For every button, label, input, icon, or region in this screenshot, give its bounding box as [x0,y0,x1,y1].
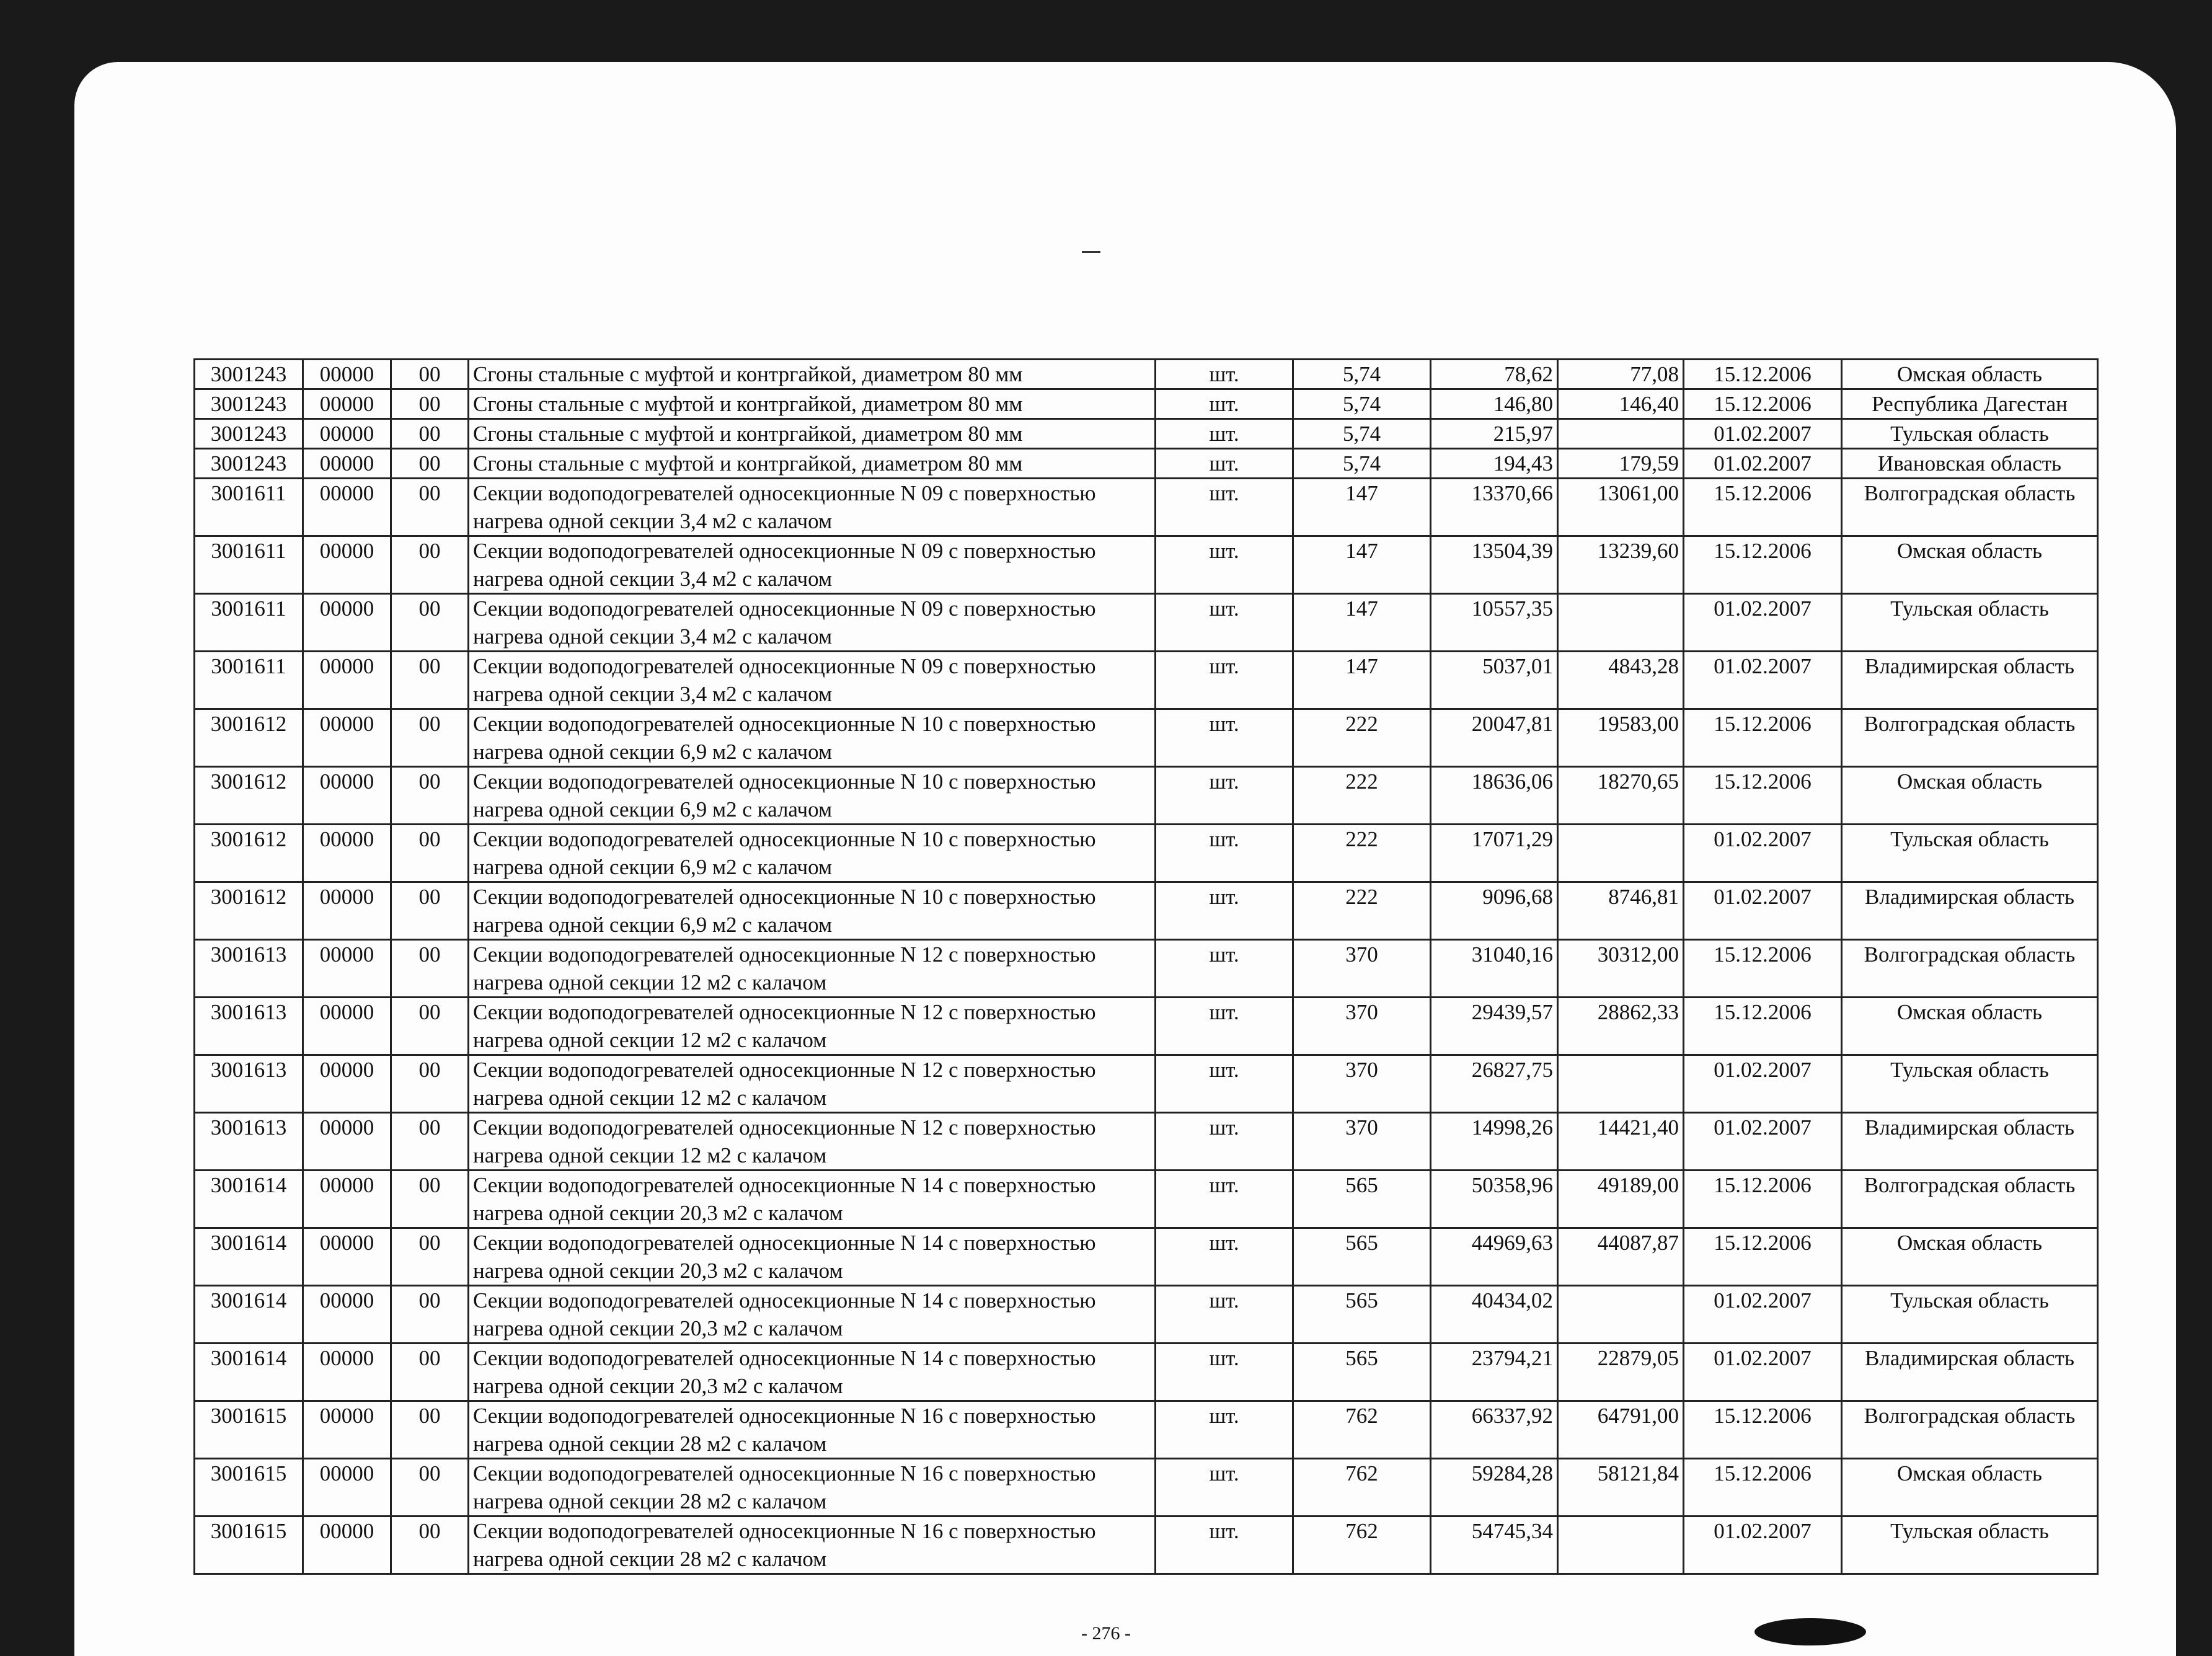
resource-subcode: 00000 [303,1286,391,1344]
table-row [195,449,2098,479]
unit-of-measure: шт. [1156,998,1293,1055]
unit-of-measure: шт. [1156,1517,1293,1574]
weight-value: 565 [1293,1171,1431,1228]
table-row [195,1171,2098,1228]
region-name: Омская область [1842,360,2098,389]
price-with-vat: 78,62 [1431,360,1558,389]
price-with-vat: 14998,26 [1431,1113,1558,1171]
table-row [195,940,2098,998]
region-name: Волгоградская область [1842,479,2098,536]
resource-code: 3001243 [195,449,303,479]
price-with-vat: 26827,75 [1431,1055,1558,1113]
resource-suffix: 00 [391,1113,469,1171]
resource-suffix: 00 [391,1055,469,1113]
price-with-vat: 215,97 [1431,419,1558,449]
resource-code: 3001614 [195,1286,303,1344]
weight-value: 565 [1293,1286,1431,1344]
resource-code: 3001614 [195,1344,303,1401]
price-without-vat: 179,59 [1558,449,1684,479]
price-with-vat: 59284,28 [1431,1459,1558,1517]
price-without-vat [1558,825,1684,882]
resource-suffix: 00 [391,1228,469,1286]
resource-description: Секции водоподогревателей односекционные N 12 с поверхностью нагрева одной секции 12 м2 с калачом [469,940,1156,998]
resource-suffix: 00 [391,767,469,825]
table-row [195,709,2098,767]
resource-suffix: 00 [391,536,469,594]
resource-description: Секции водоподогревателей односекционные N 12 с поверхностью нагрева одной секции 12 м2 с калачом [469,1055,1156,1113]
price-with-vat: 13370,66 [1431,479,1558,536]
resource-description: Сгоны стальные с муфтой и контргайкой, диаметром 80 мм [469,419,1156,449]
price-with-vat: 18636,06 [1431,767,1558,825]
price-date: 01.02.2007 [1684,1113,1842,1171]
weight-value: 565 [1293,1344,1431,1401]
price-with-vat: 66337,92 [1431,1401,1558,1459]
unit-of-measure: шт. [1156,449,1293,479]
unit-of-measure: шт. [1156,1113,1293,1171]
resource-description: Секции водоподогревателей односекционные N 14 с поверхностью нагрева одной секции 20,3 м2 с калачом [469,1344,1156,1401]
resource-code: 3001613 [195,940,303,998]
weight-value: 147 [1293,536,1431,594]
price-with-vat: 20047,81 [1431,709,1558,767]
price-date: 15.12.2006 [1684,940,1842,998]
table-row [195,1401,2098,1459]
resource-subcode: 00000 [303,449,391,479]
region-name: Республика Дагестан [1842,389,2098,419]
resource-code: 3001612 [195,767,303,825]
region-name: Волгоградская область [1842,709,2098,767]
unit-of-measure: шт. [1156,360,1293,389]
weight-value: 222 [1293,767,1431,825]
region-name: Тульская область [1842,594,2098,652]
resource-suffix: 00 [391,882,469,940]
price-without-vat: 146,40 [1558,389,1684,419]
weight-value: 222 [1293,825,1431,882]
resource-code: 3001611 [195,479,303,536]
price-with-vat: 23794,21 [1431,1344,1558,1401]
unit-of-measure: шт. [1156,652,1293,709]
resource-suffix: 00 [391,360,469,389]
table-row [195,1228,2098,1286]
price-without-vat: 13061,00 [1558,479,1684,536]
resource-subcode: 00000 [303,998,391,1055]
price-without-vat [1558,1286,1684,1344]
unit-of-measure: шт. [1156,1459,1293,1517]
resource-code: 3001614 [195,1171,303,1228]
unit-of-measure: шт. [1156,767,1293,825]
price-without-vat: 77,08 [1558,360,1684,389]
resource-subcode: 00000 [303,940,391,998]
region-name: Тульская область [1842,1055,2098,1113]
price-without-vat: 28862,33 [1558,998,1684,1055]
resource-subcode: 00000 [303,1517,391,1574]
price-without-vat: 8746,81 [1558,882,1684,940]
unit-of-measure: шт. [1156,825,1293,882]
table-row [195,360,2098,389]
region-name: Тульская область [1842,419,2098,449]
resource-subcode: 00000 [303,1171,391,1228]
region-name: Волгоградская область [1842,1171,2098,1228]
price-with-vat: 54745,34 [1431,1517,1558,1574]
price-with-vat: 44969,63 [1431,1228,1558,1286]
table-row [195,1286,2098,1344]
resource-suffix: 00 [391,479,469,536]
weight-value: 147 [1293,479,1431,536]
unit-of-measure: шт. [1156,1055,1293,1113]
region-name: Ивановская область [1842,449,2098,479]
weight-value: 370 [1293,940,1431,998]
price-with-vat: 13504,39 [1431,536,1558,594]
price-with-vat: 17071,29 [1431,825,1558,882]
price-date: 01.02.2007 [1684,1344,1842,1401]
price-with-vat: 10557,35 [1431,594,1558,652]
resource-subcode: 00000 [303,767,391,825]
price-without-vat [1558,419,1684,449]
price-without-vat: 14421,40 [1558,1113,1684,1171]
resource-suffix: 00 [391,449,469,479]
price-date: 01.02.2007 [1684,449,1842,479]
resource-code: 3001243 [195,360,303,389]
price-without-vat: 4843,28 [1558,652,1684,709]
table-row [195,1344,2098,1401]
region-name: Волгоградская область [1842,940,2098,998]
region-name: Владимирская область [1842,652,2098,709]
resource-suffix: 00 [391,389,469,419]
price-without-vat: 64791,00 [1558,1401,1684,1459]
table-row [195,594,2098,652]
resource-suffix: 00 [391,1401,469,1459]
price-without-vat: 13239,60 [1558,536,1684,594]
price-with-vat: 194,43 [1431,449,1558,479]
resource-description: Секции водоподогревателей односекционные N 16 с поверхностью нагрева одной секции 28 м2 с калачом [469,1517,1156,1574]
price-date: 01.02.2007 [1684,825,1842,882]
price-date: 01.02.2007 [1684,1055,1842,1113]
resource-subcode: 00000 [303,594,391,652]
resource-description: Секции водоподогревателей односекционные N 09 с поверхностью нагрева одной секции 3,4 м2 с калачом [469,594,1156,652]
weight-value: 5,74 [1293,389,1431,419]
price-without-vat: 18270,65 [1558,767,1684,825]
price-date: 15.12.2006 [1684,360,1842,389]
region-name: Владимирская область [1842,1113,2098,1171]
price-with-vat: 9096,68 [1431,882,1558,940]
weight-value: 5,74 [1293,419,1431,449]
region-name: Владимирская область [1842,1344,2098,1401]
resource-description: Секции водоподогревателей односекционные N 14 с поверхностью нагрева одной секции 20,3 м2 с калачом [469,1228,1156,1286]
unit-of-measure: шт. [1156,1344,1293,1401]
unit-of-measure: шт. [1156,594,1293,652]
resource-suffix: 00 [391,652,469,709]
region-name: Омская область [1842,536,2098,594]
resource-description: Секции водоподогревателей односекционные N 16 с поверхностью нагрева одной секции 28 м2 с калачом [469,1459,1156,1517]
resource-code: 3001612 [195,709,303,767]
table-row [195,1517,2098,1574]
price-without-vat [1558,1055,1684,1113]
price-without-vat: 44087,87 [1558,1228,1684,1286]
price-date: 15.12.2006 [1684,998,1842,1055]
resource-description: Сгоны стальные с муфтой и контргайкой, диаметром 80 мм [469,360,1156,389]
table-row [195,419,2098,449]
unit-of-measure: шт. [1156,479,1293,536]
price-without-vat: 58121,84 [1558,1459,1684,1517]
weight-value: 762 [1293,1517,1431,1574]
resource-description: Секции водоподогревателей односекционные N 14 с поверхностью нагрева одной секции 20,3 м2 с калачом [469,1286,1156,1344]
price-date: 15.12.2006 [1684,536,1842,594]
price-with-vat: 40434,02 [1431,1286,1558,1344]
resource-code: 3001615 [195,1459,303,1517]
resource-subcode: 00000 [303,479,391,536]
resource-subcode: 00000 [303,1055,391,1113]
price-date: 01.02.2007 [1684,419,1842,449]
table-row [195,536,2098,594]
resource-description: Секции водоподогревателей односекционные N 09 с поверхностью нагрева одной секции 3,4 м2 с калачом [469,652,1156,709]
resource-subcode: 00000 [303,1401,391,1459]
resource-subcode: 00000 [303,1113,391,1171]
region-name: Тульская область [1842,1286,2098,1344]
resource-subcode: 00000 [303,1228,391,1286]
unit-of-measure: шт. [1156,709,1293,767]
weight-value: 370 [1293,1055,1431,1113]
weight-value: 222 [1293,709,1431,767]
resource-description: Секции водоподогревателей односекционные N 09 с поверхностью нагрева одной секции 3,4 м2 с калачом [469,536,1156,594]
region-name: Омская область [1842,767,2098,825]
price-date: 15.12.2006 [1684,709,1842,767]
resource-description: Секции водоподогревателей односекционные N 10 с поверхностью нагрева одной секции 6,9 м2 с калачом [469,709,1156,767]
resource-suffix: 00 [391,419,469,449]
weight-value: 5,74 [1293,449,1431,479]
weight-value: 565 [1293,1228,1431,1286]
table-row [195,882,2098,940]
resource-subcode: 00000 [303,1344,391,1401]
resource-subcode: 00000 [303,709,391,767]
unit-of-measure: шт. [1156,1286,1293,1344]
resource-suffix: 00 [391,825,469,882]
table-row [195,998,2098,1055]
price-without-vat: 30312,00 [1558,940,1684,998]
price-date: 15.12.2006 [1684,767,1842,825]
resource-suffix: 00 [391,998,469,1055]
price-date: 01.02.2007 [1684,1286,1842,1344]
resource-suffix: 00 [391,1459,469,1517]
price-without-vat: 49189,00 [1558,1171,1684,1228]
price-date: 15.12.2006 [1684,479,1842,536]
resource-suffix: 00 [391,594,469,652]
resource-code: 3001613 [195,1113,303,1171]
weight-value: 147 [1293,652,1431,709]
resource-code: 3001611 [195,536,303,594]
unit-of-measure: шт. [1156,389,1293,419]
price-table [193,358,2099,1575]
table-row [195,825,2098,882]
region-name: Тульская область [1842,1517,2098,1574]
resource-description: Секции водоподогревателей односекционные N 10 с поверхностью нагрева одной секции 6,9 м2 с калачом [469,767,1156,825]
price-without-vat: 19583,00 [1558,709,1684,767]
price-without-vat [1558,1517,1684,1574]
region-name: Тульская область [1842,825,2098,882]
table-row [195,652,2098,709]
weight-value: 762 [1293,1401,1431,1459]
price-date: 15.12.2006 [1684,1228,1842,1286]
resource-subcode: 00000 [303,825,391,882]
price-date: 01.02.2007 [1684,882,1842,940]
page-number: - 276 - [1081,1623,1131,1644]
resource-code: 3001613 [195,998,303,1055]
resource-suffix: 00 [391,709,469,767]
resource-suffix: 00 [391,1344,469,1401]
price-without-vat: 22879,05 [1558,1344,1684,1401]
resource-suffix: 00 [391,1286,469,1344]
resource-description: Секции водоподогревателей односекционные N 16 с поверхностью нагрева одной секции 28 м2 с калачом [469,1401,1156,1459]
resource-code: 3001611 [195,652,303,709]
price-date: 15.12.2006 [1684,1401,1842,1459]
unit-of-measure: шт. [1156,882,1293,940]
resource-description: Сгоны стальные с муфтой и контргайкой, диаметром 80 мм [469,449,1156,479]
price-date: 01.02.2007 [1684,652,1842,709]
resource-subcode: 00000 [303,1459,391,1517]
weight-value: 147 [1293,594,1431,652]
region-name: Омская область [1842,1459,2098,1517]
resource-description: Секции водоподогревателей односекционные N 09 с поверхностью нагрева одной секции 3,4 м2 с калачом [469,479,1156,536]
unit-of-measure: шт. [1156,1228,1293,1286]
price-with-vat: 31040,16 [1431,940,1558,998]
resource-suffix: 00 [391,940,469,998]
price-with-vat: 29439,57 [1431,998,1558,1055]
region-name: Владимирская область [1842,882,2098,940]
table-row [195,1055,2098,1113]
table-row [195,1459,2098,1517]
resource-code: 3001615 [195,1401,303,1459]
table-row [195,479,2098,536]
resource-subcode: 00000 [303,882,391,940]
weight-value: 370 [1293,998,1431,1055]
scan-mark [1082,251,1100,253]
resource-description: Сгоны стальные с муфтой и контргайкой, диаметром 80 мм [469,389,1156,419]
price-date: 01.02.2007 [1684,1517,1842,1574]
price-date: 15.12.2006 [1684,389,1842,419]
weight-value: 762 [1293,1459,1431,1517]
resource-description: Секции водоподогревателей односекционные N 12 с поверхностью нагрева одной секции 12 м2 с калачом [469,1113,1156,1171]
weight-value: 222 [1293,882,1431,940]
resource-subcode: 00000 [303,389,391,419]
price-date: 01.02.2007 [1684,594,1842,652]
table-row [195,1113,2098,1171]
resource-code: 3001611 [195,594,303,652]
resource-description: Секции водоподогревателей односекционные N 12 с поверхностью нагрева одной секции 12 м2 с калачом [469,998,1156,1055]
price-with-vat: 50358,96 [1431,1171,1558,1228]
price-without-vat [1558,594,1684,652]
unit-of-measure: шт. [1156,940,1293,998]
unit-of-measure: шт. [1156,1401,1293,1459]
unit-of-measure: шт. [1156,536,1293,594]
price-date: 15.12.2006 [1684,1171,1842,1228]
price-with-vat: 5037,01 [1431,652,1558,709]
price-date: 15.12.2006 [1684,1459,1842,1517]
table-body [195,360,2098,1574]
resource-code: 3001243 [195,389,303,419]
resource-subcode: 00000 [303,360,391,389]
resource-description: Секции водоподогревателей односекционные N 10 с поверхностью нагрева одной секции 6,9 м2 с калачом [469,825,1156,882]
resource-subcode: 00000 [303,536,391,594]
resource-description: Секции водоподогревателей односекционные N 14 с поверхностью нагрева одной секции 20,3 м2 с калачом [469,1171,1156,1228]
resource-suffix: 00 [391,1517,469,1574]
resource-subcode: 00000 [303,652,391,709]
price-with-vat: 146,80 [1431,389,1558,419]
region-name: Омская область [1842,998,2098,1055]
resource-code: 3001613 [195,1055,303,1113]
resource-subcode: 00000 [303,419,391,449]
resource-code: 3001612 [195,825,303,882]
region-name: Волгоградская область [1842,1401,2098,1459]
resource-description: Секции водоподогревателей односекционные N 10 с поверхностью нагрева одной секции 6,9 м2 с калачом [469,882,1156,940]
unit-of-measure: шт. [1156,419,1293,449]
resource-code: 3001615 [195,1517,303,1574]
weight-value: 370 [1293,1113,1431,1171]
table-row [195,767,2098,825]
resource-code: 3001614 [195,1228,303,1286]
region-name: Омская область [1842,1228,2098,1286]
unit-of-measure: шт. [1156,1171,1293,1228]
resource-code: 3001243 [195,419,303,449]
table-row [195,389,2098,419]
resource-code: 3001612 [195,882,303,940]
resource-suffix: 00 [391,1171,469,1228]
weight-value: 5,74 [1293,360,1431,389]
